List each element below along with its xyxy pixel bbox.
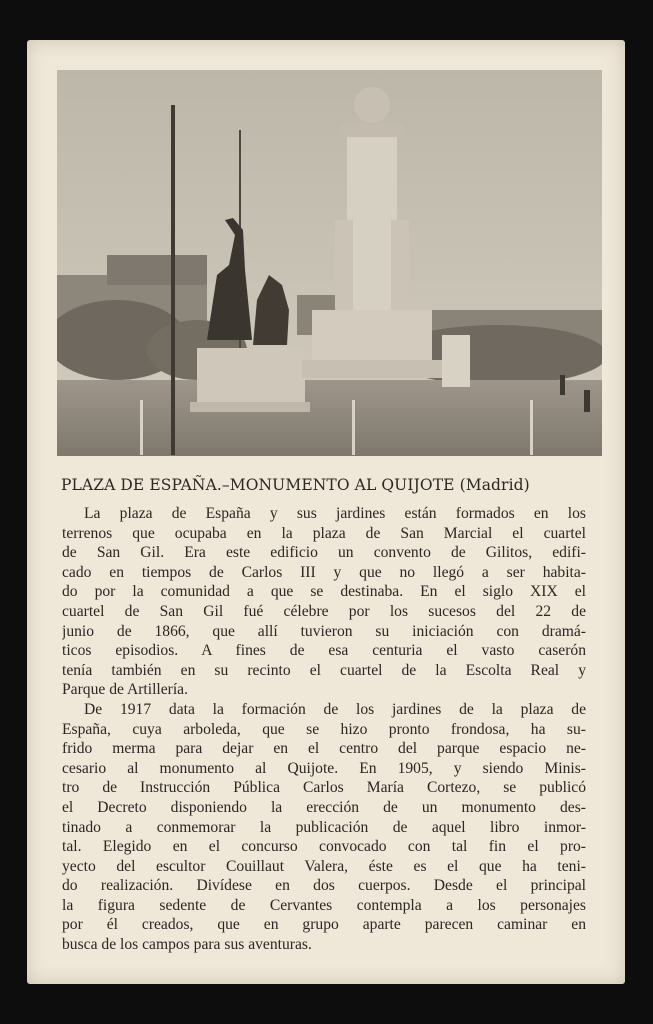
monument-photo-illustration — [57, 70, 602, 456]
monument-photograph — [57, 70, 602, 456]
text-line: yecto del escultor Couillaut Valera, éste es el que ha teni- — [62, 857, 586, 875]
text-line: La plaza de España y sus jardines están formados en los — [84, 505, 586, 522]
text-line: de San Gil. Era este edificio un convento de Gilitos, edifi- — [62, 544, 586, 562]
text-line: junio de 1866, que allí tuvieron su iniciación con dramá- — [62, 622, 586, 640]
text-line: cesario al monumento al Quijote. En 1905, y siendo Minis- — [62, 759, 586, 777]
text-line: por él creados, que en grupo aparte parecen caminar en — [62, 916, 586, 934]
text-line: tenía también en su recinto el cuartel de la Escolta Real y — [62, 661, 586, 679]
text-line: Parque de Artillería. — [62, 681, 189, 699]
postcard-caption: PLAZA DE ESPAÑA.–MONUMENTO AL QUIJOTE (Madrid) — [61, 476, 530, 494]
text-line: tinado a conmemorar la publicación de aquel libro inmor- — [62, 818, 586, 836]
text-line: el Decreto disponiendo la erección de un monumento des- — [62, 798, 586, 816]
text-line: tro de Instrucción Pública Carlos María Cortezo, se publicó — [62, 779, 586, 797]
text-line: do realización. Divídese en dos cuerpos. Desde el principal — [62, 877, 586, 895]
text-line: do por la comunidad a que se destinaba. En el siglo XIX el — [62, 583, 586, 601]
text-line: cuartel de San Gil fué célebre por los sucesos del 22 de — [62, 602, 586, 620]
text-line: la figura sedente de Cervantes contempla a los personajes — [62, 896, 586, 914]
text-line: España, cuya arboleda, que se hizo pronto frondosa, ha su- — [62, 720, 586, 738]
text-line: frido merma para dejar en el centro del parque espacio ne- — [62, 740, 586, 758]
text-line: busca de los campos para sus aventuras. — [62, 936, 312, 954]
postcard — [27, 40, 625, 984]
text-line: cado en tiempos de Carlos III y que no llegó a ser habita- — [62, 563, 586, 581]
text-line: tal. Elegido en el concurso convocado con tal fin el pro- — [62, 838, 586, 856]
text-line: ticos episodios. A fines de esa centuria el vasto caserón — [62, 642, 586, 660]
text-line: terrenos que ocupaba en la plaza de San Marcial el cuartel — [62, 524, 586, 542]
text-line: De 1917 data la formación de los jardines de la plaza de — [84, 700, 586, 718]
postcard-description — [62, 504, 586, 955]
